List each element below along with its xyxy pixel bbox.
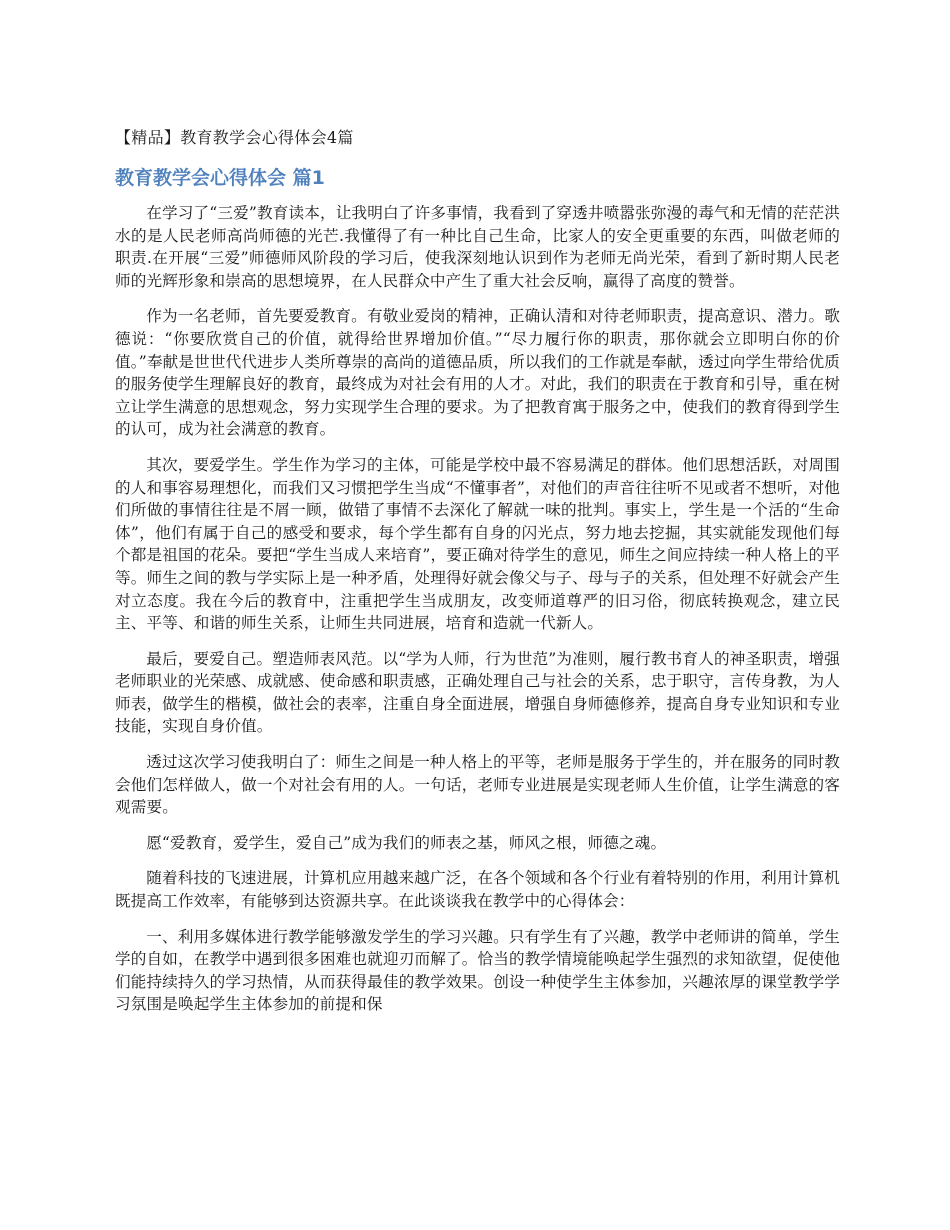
paragraph-3: 其次，要爱学生。学生作为学习的主体，可能是学校中最不容易满足的群体。他们思想活跃，对周围的人和事容易理想化，而我们又习惯把学生当成“不懂事者”，对他们的声音往往听不见或者不想听，对他们所做的事情往往是不屑一顾，做错了事情不去深化了解就一味的批判。事实上，学生是一个活的“生命体”，他们有属于自己的感受和要求，每个学生都有自身的闪光点，努力地去挖掘，其实就能发现他们每个都是祖国的花朵。要把“学生当成人来培育”，要正确对待学生的意见，师生之间应持续一种人格上的平等。师生之间的教与学实际上是一种矛盾，处理得好就会像父与子、母与子的关系，但处理不好就会产生对立态度。我在今后的教育中，注重把学生当成朋友，改变师道尊严的旧习俗，彻底转换观念，建立民主、平等、和谐的师生关系，让师生共同进展，培育和造就一代新人。 (115, 455, 840, 633)
document-title: 【精品】教育教学会心得体会4篇 (115, 128, 354, 147)
paragraph-4: 最后，要爱自己。塑造师表风范。以“学为人师，行为世范”为准则，履行教书育人的神圣职责，增强老师职业的光荣感、成就感、使命感和职责感，正确处理自己与社会的关系，忠于职守，言传身教，为人师表，做学生的楷模，做社会的表率，注重自身全面进展，增强自身师德修养，提高自身专业知识和专业技能，实现自身价值。 (115, 649, 840, 736)
paragraph-1: 在学习了“三爱”教育读本，让我明白了许多事情，我看到了穿透井喷嚣张弥漫的毒气和无情的茫茫洪水的是人民老师高尚师德的光芒.我懂得了有一种比自己生命，比家人的安全更重要的东西，叫做老师的职责.在开展“三爱”师德师风阶段的学习后，使我深刻地认识到作为老师无尚光荣，看到了新时期人民老师的光辉形象和崇高的思想境界，在人民群众中产生了重大社会反响，赢得了高度的赞誉。 (115, 204, 840, 290)
paragraph-7: 随着科技的飞速进展，计算机应用越来越广泛，在各个领域和各个行业有着特别的作用，利用计算机既提高工作效率，有能够到达资源共享。在此谈谈我在教学中的心得体会： (115, 869, 840, 911)
paragraph-5: 透过这次学习使我明白了：师生之间是一种人格上的平等，老师是服务于学生的，并在服务的同时教会他们怎样做人，做一个对社会有用的人。一句话，老师专业进展是实现老师人生价值，让学生满意的客观需要。 (115, 753, 840, 817)
paragraph-2: 作为一名老师，首先要爱教育。有敬业爱岗的精神，正确认清和对待老师职责，提高意识、潜力。歌德说：“你要欣赏自己的价值，就得给世界增加价值。”“尽力履行你的职责，那你就会立即明白你的价值。”奉献是世世代代进步人类所尊崇的高尚的道德品质，所以我们的工作就是奉献，透过向学生带给优质的服务使学生理解良好的教育，最终成为对社会有用的人才。对此，我们的职责在于教育和引导，重在树立让学生满意的思想观念，努力实现学生合理的要求。为了把教育寓于服务之中，使我们的教育得到学生的认可，成为社会满意的教育。 (115, 307, 840, 439)
section-heading: 教育教学会心得体会 篇1 (115, 167, 325, 189)
paragraph-6: 愿“爱教育，爱学生，爱自己”成为我们的师表之基，师风之根，师德之魂。 (146, 833, 667, 852)
paragraph-8: 一、利用多媒体进行教学能够激发学生的学习兴趣。只有学生有了兴趣，教学中老师讲的简单，学生学的自如，在教学中遇到很多困难也就迎刃而解了。恰当的教学情境能唤起学生强烈的求知欲望，促使他们能持续持久的学习热情，从而获得最佳的教学效果。创设一种使学生主体参加，兴趣浓厚的课堂教学学习氛围是唤起学生主体参加的前提和保 (115, 927, 840, 1014)
document-body (115, 126, 840, 1029)
